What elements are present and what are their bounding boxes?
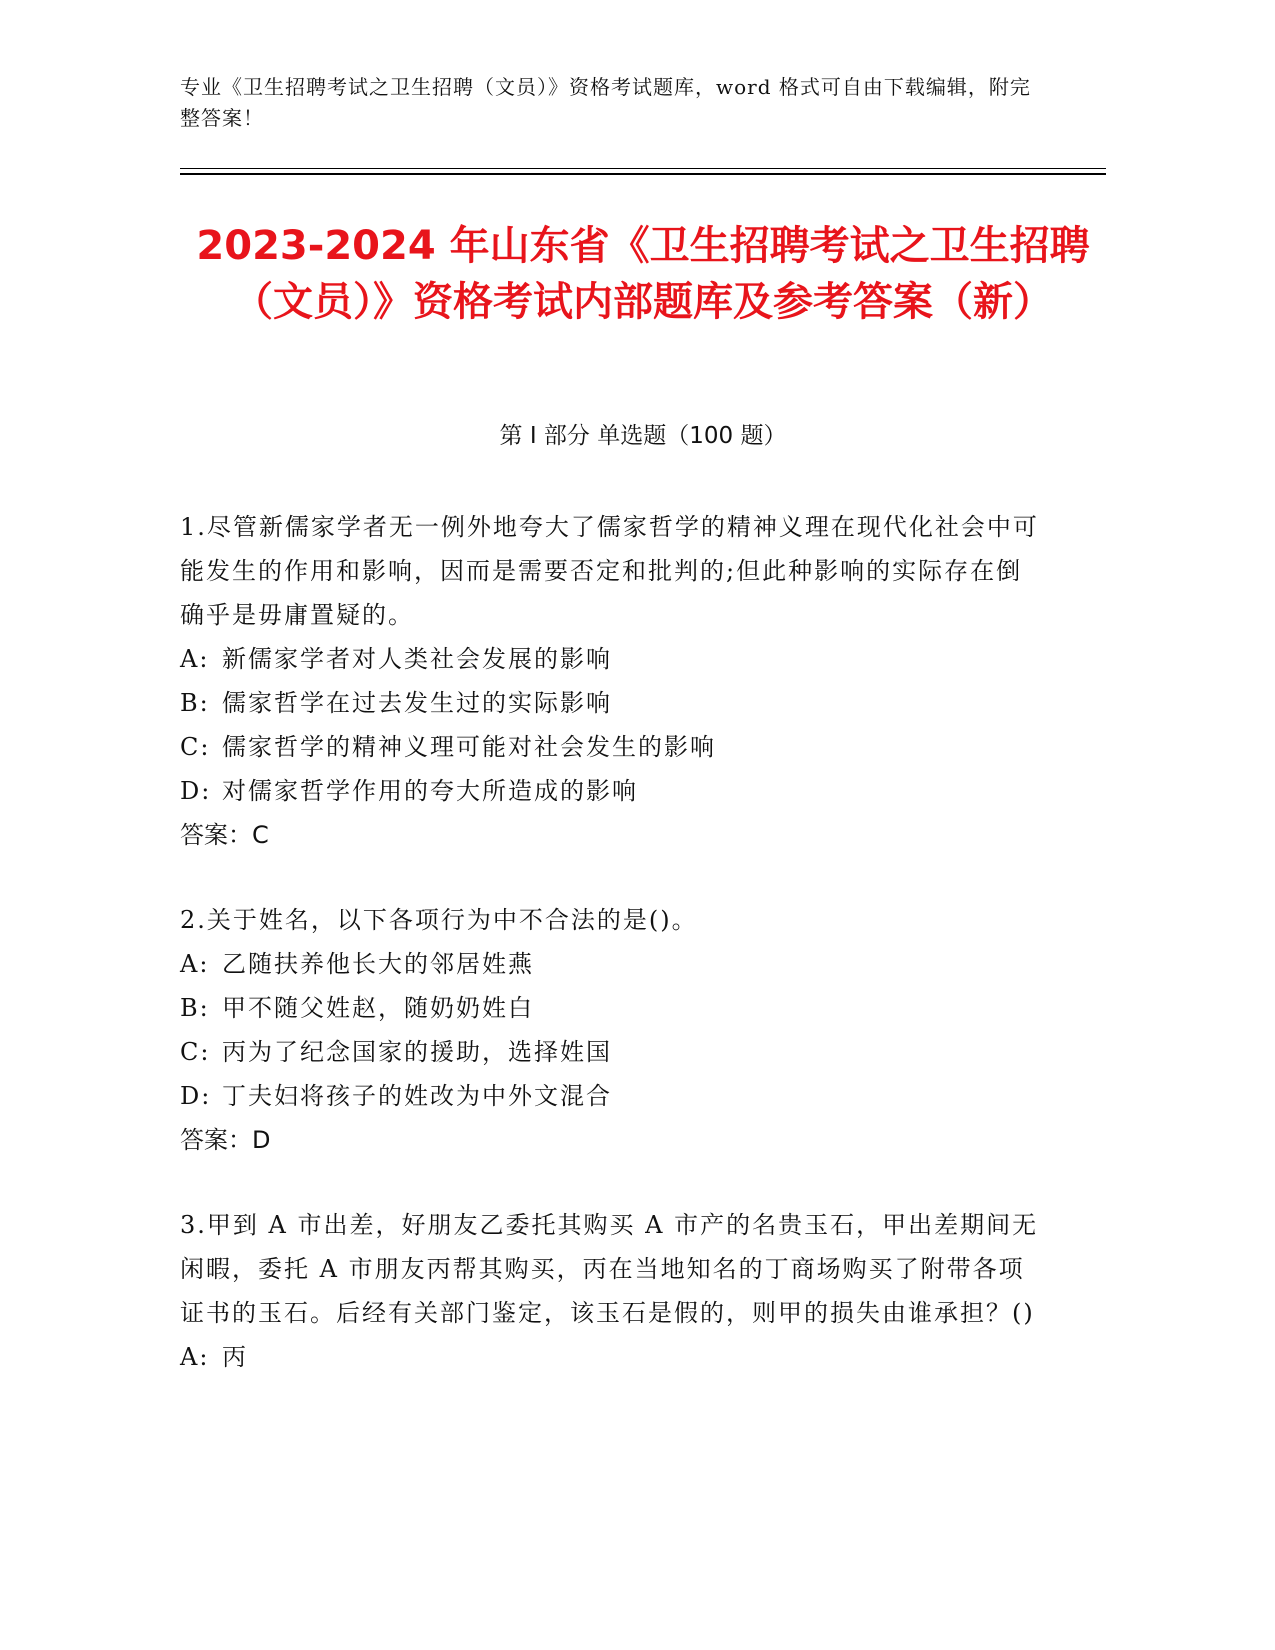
option-text: 甲不随父姓赵，随奶奶姓白 <box>222 994 534 1022</box>
option-a <box>180 942 1040 986</box>
option-key: D: <box>180 777 212 805</box>
question-stem: 3.甲到 A 市出差，好朋友乙委托其购买 A 市产的名贵玉石，甲出差期间无闲暇，委托 A 市朋友丙帮其购买，丙在当地知名的丁商场购买了附带各项证书的玉石。后经有关部门鉴定，该玉石是假的，则甲的损失由谁承担？() <box>180 1211 1039 1327</box>
question-2 <box>180 898 1040 1162</box>
option-text: 乙随扶养他长大的邻居姓燕 <box>222 950 534 978</box>
option-c <box>180 1030 1040 1074</box>
answer-line: 答案：D <box>180 1126 271 1154</box>
option-a <box>180 637 1040 681</box>
question-1 <box>180 505 1040 857</box>
option-d <box>180 1074 1040 1118</box>
option-b <box>180 681 1040 725</box>
option-key: D: <box>180 1082 212 1110</box>
header-note: 专业《卫生招聘考试之卫生招聘（文员）》资格考试题库，word 格式可自由下载编辑，附完整答案！ <box>180 75 1031 130</box>
option-text: 对儒家哲学作用的夸大所造成的影响 <box>222 777 638 805</box>
question-3 <box>180 1203 1040 1379</box>
option-text: 新儒家学者对人类社会发展的影响 <box>222 645 612 673</box>
option-text: 丁夫妇将孩子的姓改为中外文混合 <box>222 1082 612 1110</box>
option-key: A: <box>180 645 210 673</box>
option-key: B: <box>180 689 210 717</box>
option-key: C: <box>180 1038 211 1066</box>
answer-line: 答案：C <box>180 821 269 849</box>
question-stem: 2.关于姓名，以下各项行为中不合法的是()。 <box>180 906 698 934</box>
option-key: C: <box>180 733 211 761</box>
question-stem: 1.尽管新儒家学者无一例外地夸大了儒家哲学的精神义理在现代化社会中可能发生的作用和影响，因而是需要否定和批判的;但此种影响的实际存在倒确乎是毋庸置疑的。 <box>180 513 1039 629</box>
option-text: 丙为了纪念国家的援助，选择姓国 <box>222 1038 612 1066</box>
header-rule-top <box>180 168 1106 169</box>
option-key: A: <box>180 1343 210 1371</box>
option-text: 儒家哲学在过去发生过的实际影响 <box>222 689 612 717</box>
header-rule-bottom <box>180 173 1106 175</box>
question-list <box>180 505 1040 1420</box>
option-text: 丙 <box>222 1343 248 1371</box>
option-d <box>180 769 1040 813</box>
option-text: 儒家哲学的精神义理可能对社会发生的影响 <box>222 733 716 761</box>
option-a <box>180 1335 1040 1379</box>
section-heading: 第 I 部分 单选题（100 题） <box>499 423 787 449</box>
option-c <box>180 725 1040 769</box>
option-key: B: <box>180 994 210 1022</box>
document-title: 2023-2024 年山东省《卫生招聘考试之卫生招聘（文员）》资格考试内部题库及参考答案（新） <box>196 223 1090 325</box>
option-key: A: <box>180 950 210 978</box>
option-b <box>180 986 1040 1030</box>
